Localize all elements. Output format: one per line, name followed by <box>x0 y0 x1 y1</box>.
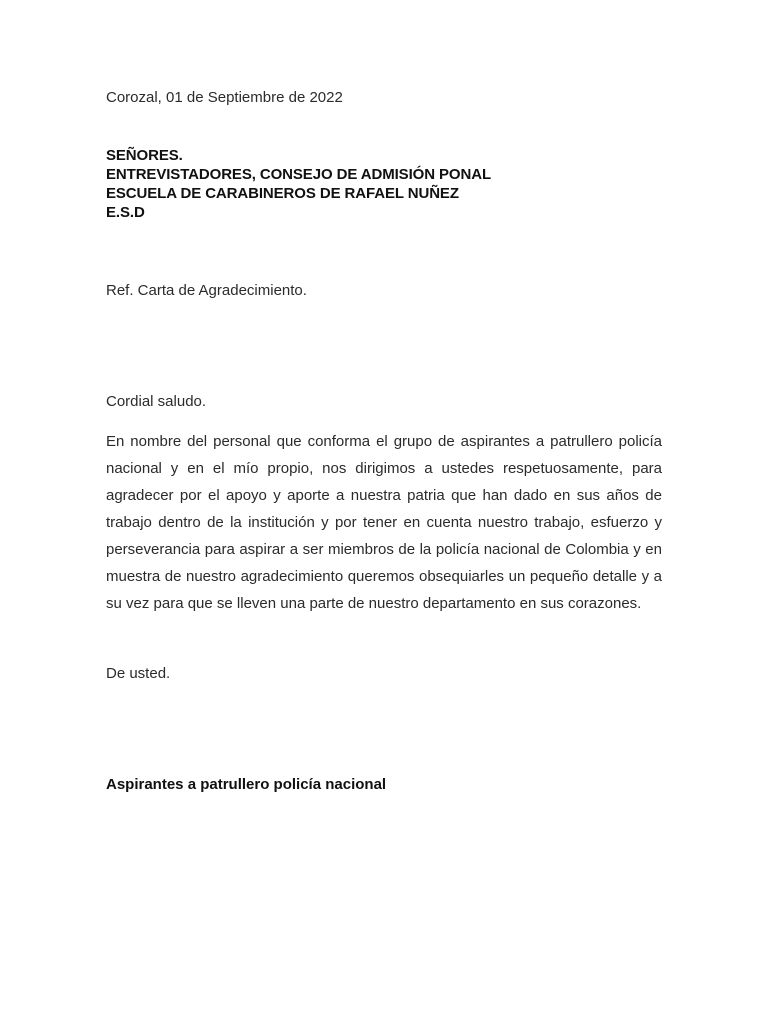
addressee-line-salutation: SEÑORES. <box>106 147 183 164</box>
date-line: Corozal, 01 de Septiembre de 2022 <box>106 89 343 106</box>
body-paragraph: En nombre del personal que conforma el grupo de aspirantes a patrullero policía nacional y en el mío propio, nos dirigimos a ustedes respetuosamente, para agradecer por el apoyo y aporte a nuestra patria que han dado en sus años de trabajo dentro de la institución y por tener en cuenta nuestro trabajo, esfuerzo y perseverancia para aspirar a ser miembros de la policía nacional de Colombia y en muestra de nuestro agradecimiento queremos obsequiarles un pequeño detalle y a su vez para que se lleven una parte de nuestro departamento en sus corazones. <box>106 433 662 612</box>
signature-line: Aspirantes a patrullero policía nacional <box>106 776 387 793</box>
addressee-line-committee: ENTREVISTADORES, CONSEJO DE ADMISIÓN PONAL <box>106 166 492 183</box>
reference-line: Ref. Carta de Agradecimiento. <box>106 282 307 299</box>
addressee-line-school: ESCUELA DE CARABINEROS DE RAFAEL NUÑEZ <box>106 185 459 202</box>
addressee-line-esd: E.S.D <box>106 204 145 221</box>
addressee-block <box>106 146 662 222</box>
greeting-line: Cordial saludo. <box>106 393 207 410</box>
farewell-line: De usted. <box>106 665 171 682</box>
